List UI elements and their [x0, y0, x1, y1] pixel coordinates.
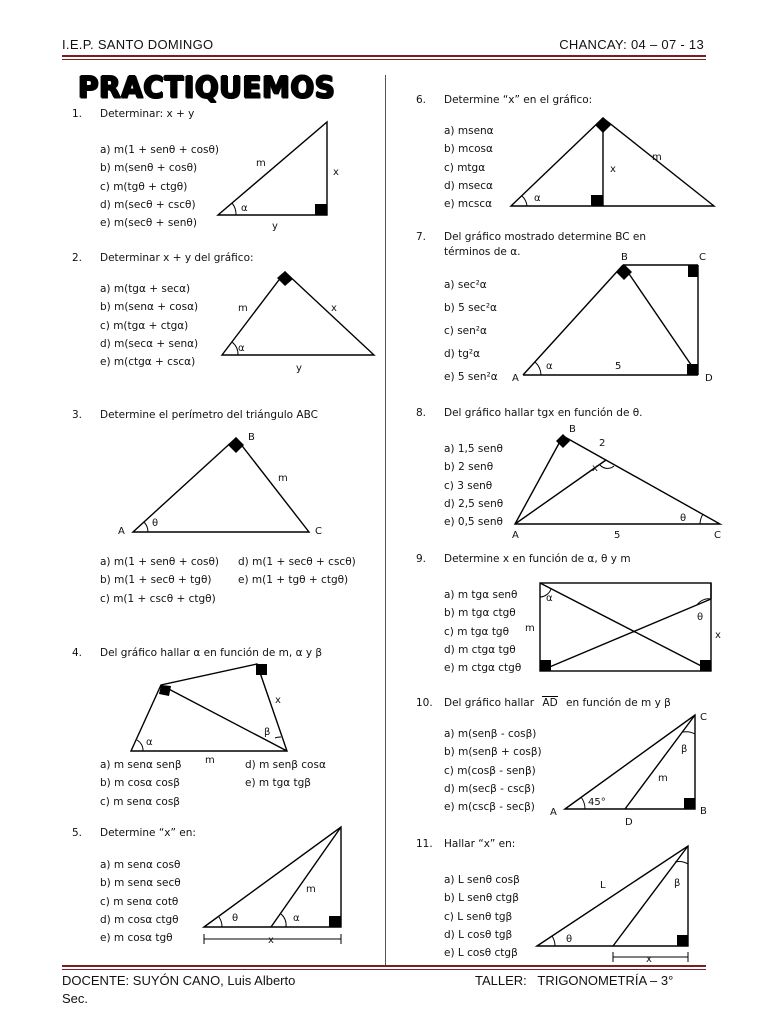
option: b) L senθ ctgβ: [444, 892, 519, 905]
label-B: B: [248, 432, 255, 443]
option: d) m(1 + secθ + cscθ): [238, 556, 356, 568]
option: d) m(secβ - cscβ): [444, 782, 536, 795]
option: e) m ctgα ctgθ: [444, 662, 522, 675]
problem-1-text: Determinar: x + y: [100, 108, 195, 120]
option: e) 0,5 senθ: [444, 516, 503, 529]
option: b) m(senθ + cosθ): [100, 162, 198, 175]
option: e) m tgα tgβ: [245, 777, 311, 790]
option: e) m cosα tgθ: [100, 932, 173, 945]
option: c) m senα cosβ: [100, 795, 180, 808]
footer-rule: [62, 965, 706, 967]
label-x: x: [331, 303, 337, 314]
label-C: C: [714, 530, 721, 541]
label-m: m: [658, 773, 668, 784]
option: d) m cosα ctgθ: [100, 913, 179, 926]
option: a) m senα cosθ: [100, 859, 181, 871]
footer-workshop: TALLER: TRIGONOMETRÍA – 3°: [475, 973, 674, 988]
option: c) sen²α: [444, 325, 487, 337]
option: e) m(ctgα + cscα): [100, 356, 196, 369]
problem-7-text: Del gráfico mostrado determine BC en: [444, 231, 647, 243]
label-C: C: [699, 252, 706, 263]
label-m: m: [525, 623, 535, 634]
label-theta: θ: [680, 513, 687, 524]
label-alpha: α: [238, 343, 245, 354]
problem-4-number: 4.: [72, 647, 83, 659]
label-x: x: [592, 463, 598, 474]
problem-8-text: Del gráfico hallar tgx en función de θ.: [444, 407, 643, 419]
problem-8-number: 8.: [416, 407, 427, 419]
label-2: 2: [599, 438, 606, 449]
option: d) m(secθ + cscθ): [100, 198, 196, 211]
label-alpha: α: [293, 913, 300, 924]
school-name: I.E.P. SANTO DOMINGO: [62, 37, 214, 52]
label-A: A: [512, 373, 519, 384]
problem-11-text: Hallar “x” en:: [444, 838, 516, 850]
label-L: L: [600, 880, 606, 891]
option: c) m(tgα + ctgα): [100, 319, 189, 332]
option: c) mtgα: [444, 161, 486, 174]
option: c) m(cosβ - senβ): [444, 764, 536, 777]
label-x: x: [646, 954, 652, 965]
label-m: m: [238, 303, 248, 314]
option: e) L cosθ ctgβ: [444, 947, 518, 960]
label-beta: β: [264, 727, 271, 738]
option: b) m(1 + secθ + tgθ): [100, 574, 212, 587]
option: d) m ctgα tgθ: [444, 643, 516, 656]
problem-7-number: 7.: [416, 231, 427, 243]
problem-10-text-end: en función de m y β: [566, 697, 671, 709]
label-5: 5: [615, 361, 622, 372]
label-B: B: [700, 806, 707, 817]
problem-5-number: 5.: [72, 827, 83, 839]
label-alpha: α: [241, 203, 248, 214]
footer-teacher: DOCENTE: SUYÓN CANO, Luis Alberto: [62, 973, 296, 988]
option: c) m(tgθ + ctgθ): [100, 180, 188, 193]
option: b) m(senβ + cosβ): [444, 746, 542, 759]
footer-rule-thin: [62, 969, 706, 970]
label-theta: θ: [232, 913, 239, 924]
problem-7-text-2: términos de α.: [444, 246, 521, 258]
label-alpha: α: [546, 361, 553, 372]
problem-6-number: 6.: [416, 94, 427, 106]
option: a) m(1 + senθ + cosθ): [100, 556, 220, 568]
label-A: A: [550, 807, 557, 818]
option: b) 2 senθ: [444, 461, 494, 474]
label-x: x: [275, 695, 281, 706]
label-m: m: [652, 152, 662, 163]
segment-AD: AD: [542, 697, 558, 709]
label-y: y: [296, 363, 302, 374]
problem-9-number: 9.: [416, 553, 427, 565]
label-x: x: [610, 164, 616, 175]
option: d) m(secα + senα): [100, 337, 199, 350]
option: b) m tgα ctgθ: [444, 607, 516, 620]
label-theta: θ: [697, 612, 704, 623]
label-C: C: [315, 526, 322, 537]
option: c) m tgα tgθ: [444, 625, 510, 638]
header-date: CHANCAY: 04 – 07 - 13: [559, 37, 704, 52]
label-x: x: [715, 630, 721, 641]
label-m: m: [278, 473, 288, 484]
label-m: m: [256, 158, 266, 169]
footer-sec: Sec.: [62, 991, 89, 1006]
option: a) m senα senβ: [100, 759, 182, 771]
option: a) m(senβ - cosβ): [444, 728, 537, 740]
option: a) L senθ cosβ: [444, 874, 520, 886]
option: b) m cosα cosβ: [100, 777, 180, 790]
problem-3-text: Determine el perímetro del triángulo ABC: [100, 409, 318, 421]
label-theta: θ: [152, 518, 159, 529]
option: a) 1,5 senθ: [444, 443, 503, 455]
label-B: B: [569, 424, 576, 435]
option: a) sec²α: [444, 279, 487, 291]
label-alpha: α: [546, 593, 553, 604]
label-m: m: [306, 884, 316, 895]
option: a) m tgα senθ: [444, 589, 518, 601]
problem-10-number: 10.: [416, 697, 433, 709]
option: e) mcscα: [444, 198, 493, 211]
option: e) m(cscβ - secβ): [444, 801, 535, 814]
option: b) 5 sec²α: [444, 302, 497, 314]
option: e) m(secθ + senθ): [100, 217, 197, 230]
label-5: 5: [614, 530, 621, 541]
label-x: x: [333, 167, 339, 178]
problem-9-text: Determine x en función de α, θ y m: [444, 553, 631, 565]
label-alpha: α: [534, 193, 541, 204]
label-B: B: [621, 252, 628, 263]
problem-4-text: Del gráfico hallar α en función de m, α y β: [100, 647, 323, 659]
option: e) m(1 + tgθ + ctgθ): [238, 574, 349, 587]
option: a) m(1 + senθ + cosθ): [100, 144, 220, 156]
option: a) m(tgα + secα): [100, 283, 191, 295]
option: a) msenα: [444, 125, 494, 137]
option: d) tg²α: [444, 348, 481, 360]
label-theta: θ: [566, 934, 573, 945]
label-x: x: [268, 935, 274, 946]
label-A: A: [118, 526, 125, 537]
label-D: D: [625, 817, 633, 828]
option: b) m(senα + cosα): [100, 301, 199, 314]
problem-10-text-start: Del gráfico hallar: [444, 697, 535, 709]
problem-3-number: 3.: [72, 409, 83, 421]
label-beta: β: [674, 878, 681, 889]
problem-11-number: 11.: [416, 838, 433, 850]
problem-1-number: 1.: [72, 108, 83, 120]
problem-6-text: Determine “x” en el gráfico:: [444, 94, 593, 106]
option: d) L cosθ tgβ: [444, 928, 513, 941]
option: d) 2,5 senθ: [444, 497, 504, 510]
option: c) m(1 + cscθ + ctgθ): [100, 592, 216, 605]
label-A: A: [512, 530, 519, 541]
label-D: D: [705, 373, 713, 384]
option: e) 5 sen²α: [444, 371, 498, 383]
label-beta: β: [681, 744, 688, 755]
option: c) L senθ tgβ: [444, 910, 513, 923]
option: b) mcosα: [444, 143, 493, 156]
option: c) m senα cotθ: [100, 895, 179, 908]
option: b) m senα secθ: [100, 877, 181, 890]
label-alpha: α: [146, 737, 153, 748]
option: c) 3 senθ: [444, 479, 493, 492]
label-m: m: [205, 755, 215, 766]
problem-2-text: Determinar x + y del gráfico:: [100, 252, 254, 264]
label-C: C: [700, 712, 707, 723]
option: d) msecα: [444, 179, 493, 192]
problem-2-number: 2.: [72, 252, 83, 264]
problem-5-text: Determine “x” en:: [100, 827, 196, 839]
label-45: 45°: [588, 797, 606, 808]
option: d) m senβ cosα: [245, 759, 326, 771]
worksheet-title: PRACTIQUEMOS: [78, 70, 336, 105]
label-y: y: [272, 221, 278, 232]
